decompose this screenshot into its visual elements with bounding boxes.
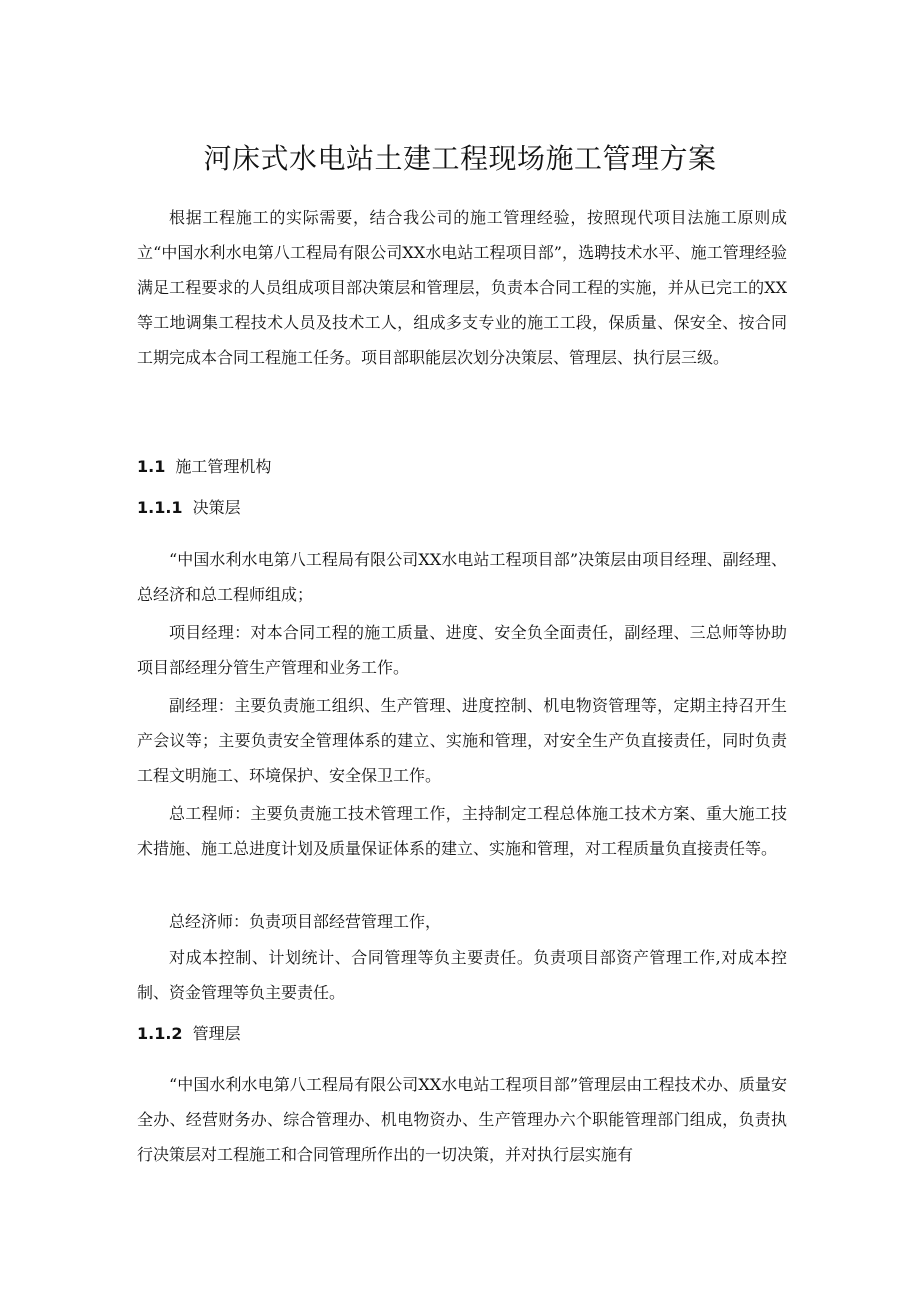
chief-engineer-paragraph: 总工程师：主要负责施工技术管理工作，主持制定工程总体施工技术方案、重大施工技术措施、施工总进度计划及质量保证体系的建立、实施和管理，对工程质量负直接责任等。: [137, 804, 787, 858]
section-title: 决策层: [192, 498, 241, 517]
section-title: 施工管理机构: [175, 457, 272, 476]
cost-control-paragraph: 对成本控制、计划统计、合同管理等负主要责任。负责项目部资产管理工作,对成本控制、资金管理等负主要责任。: [137, 948, 787, 1002]
intro-paragraph: 根据工程施工的实际需要，结合我公司的施工管理经验，按照现代项目法施工原则成立“中国水利水电第八工程局有限公司XX水电站工程项目部”，选聘技术水平、施工管理经验满足工程要求的人员组成项目部决策层和管理层，负责本合同工程的实施，并从已完工的XX等工地调集工程技术人员及技术工人，组成多支专业的施工工段，保质量、保安全、按合同工期完成本合同工程施工任务。项目部职能层次划分决策层、管理层、执行层三级。: [137, 208, 787, 367]
decision-layer-paragraph: “中国水利水电第八工程局有限公司XX水电站工程项目部”决策层由项目经理、副经理、总经济和总工程师组成；: [137, 550, 787, 604]
chief-economist-paragraph: 总经济师：负责项目部经营管理工作，: [169, 912, 442, 931]
deputy-manager-paragraph: 副经理：主要负责施工组织、生产管理、进度控制、机电物资管理等，定期主持召开生产会议等；主要负责安全管理体系的建立、实施和管理，对安全生产负直接责任，同时负责工程文明施工、环境保护、安全保卫工作。: [137, 696, 787, 785]
section-number: 1.1: [137, 457, 166, 476]
section-number: 1.1.1: [137, 498, 183, 517]
section-title: 管理层: [192, 1024, 241, 1043]
section-number: 1.1.2: [137, 1024, 183, 1043]
document-title: 河床式水电站土建工程现场施工管理方案: [203, 142, 717, 175]
section-heading-1-1: [137, 455, 271, 479]
section-heading-1-1-1: [137, 496, 241, 520]
management-layer-paragraph: “中国水利水电第八工程局有限公司XX水电站工程项目部”管理层由工程技术办、质量安全办、经营财务办、综合管理办、机电物资办、生产管理办六个职能管理部门组成，负责执行决策层对工程施工和合同管理所作出的一切决策，并对执行层实施有: [137, 1075, 787, 1164]
section-heading-1-1-2: [137, 1022, 241, 1046]
project-manager-paragraph: 项目经理：对本合同工程的施工质量、进度、安全负全面责任，副经理、三总师等协助项目部经理分管生产管理和业务工作。: [137, 623, 787, 677]
